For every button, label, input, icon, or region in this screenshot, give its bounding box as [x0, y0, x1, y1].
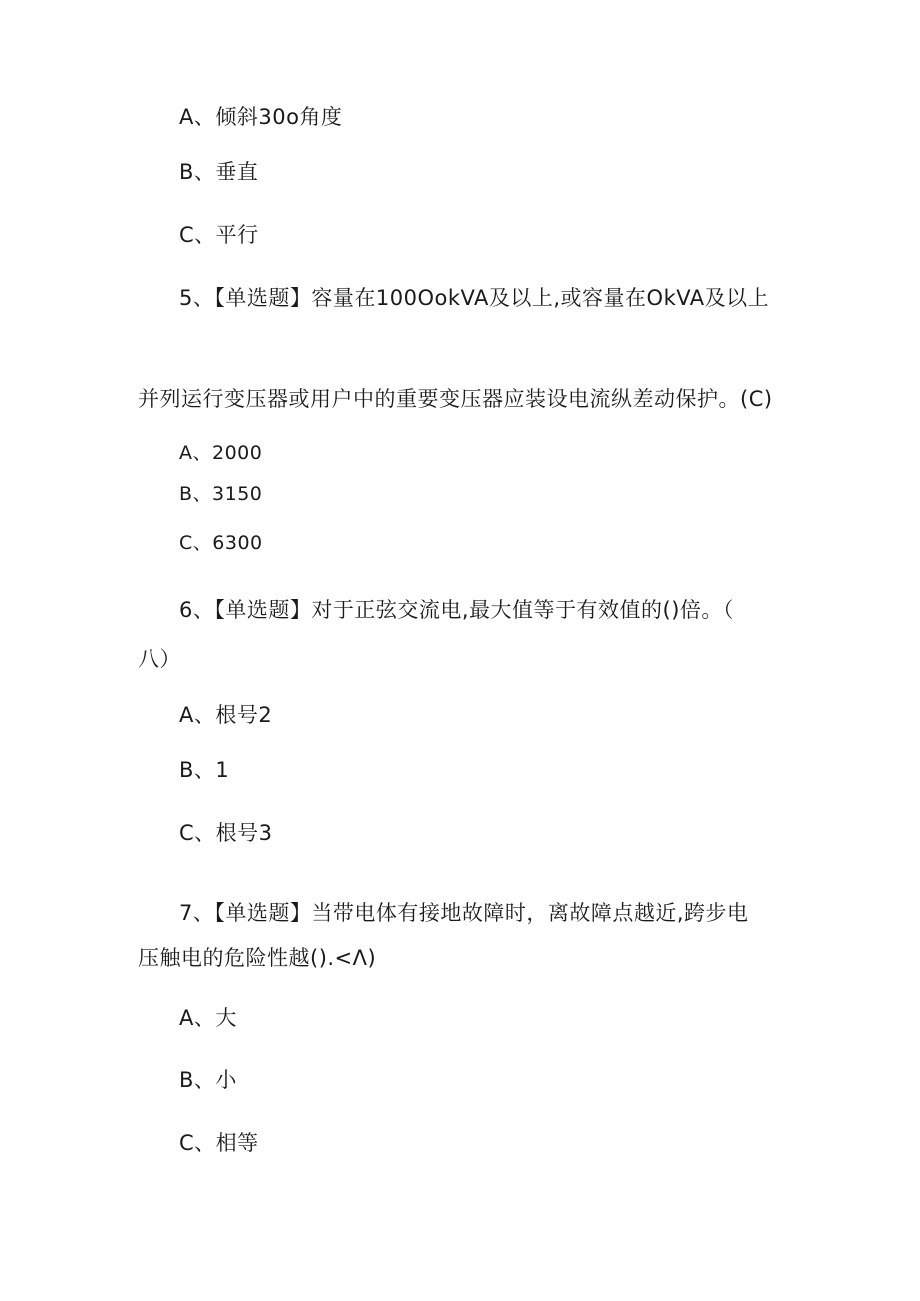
question-7-text-line1: 7、【单选题】当带电体有接地故障时，离故障点越近,跨步电	[179, 901, 749, 925]
question-7-option-a: A、大	[179, 1006, 237, 1030]
question-6-text-line2: 八）	[138, 647, 181, 671]
question-7-text-line2: 压触电的危险性越().<Λ)	[138, 946, 377, 970]
question-6-option-c: C、根号3	[179, 821, 273, 845]
question-7-option-b: B、小	[179, 1068, 237, 1092]
question-5-option-c: C、6300	[179, 532, 263, 554]
option-c: C、平行	[179, 223, 259, 247]
question-5-text-line2: 并列运行变压器或用户中的重要变压器应装设电流纵差动保护。(C)	[138, 387, 773, 411]
question-6-text-line1: 6、【单选题】对于正弦交流电,最大值等于有效值的()倍。（	[179, 598, 734, 622]
question-5-option-a: A、2000	[179, 442, 263, 464]
question-5-option-b: B、3150	[179, 483, 263, 505]
option-a: A、倾斜30o角度	[179, 105, 343, 129]
question-6-option-a: A、根号2	[179, 703, 273, 727]
question-5-text-line1: 5、【单选题】容量在100OokVA及以上,或容量在OkVA及以上	[179, 286, 770, 310]
option-b: B、垂直	[179, 160, 259, 184]
question-7-option-c: C、相等	[179, 1131, 259, 1155]
question-6-option-b: B、1	[179, 758, 230, 782]
